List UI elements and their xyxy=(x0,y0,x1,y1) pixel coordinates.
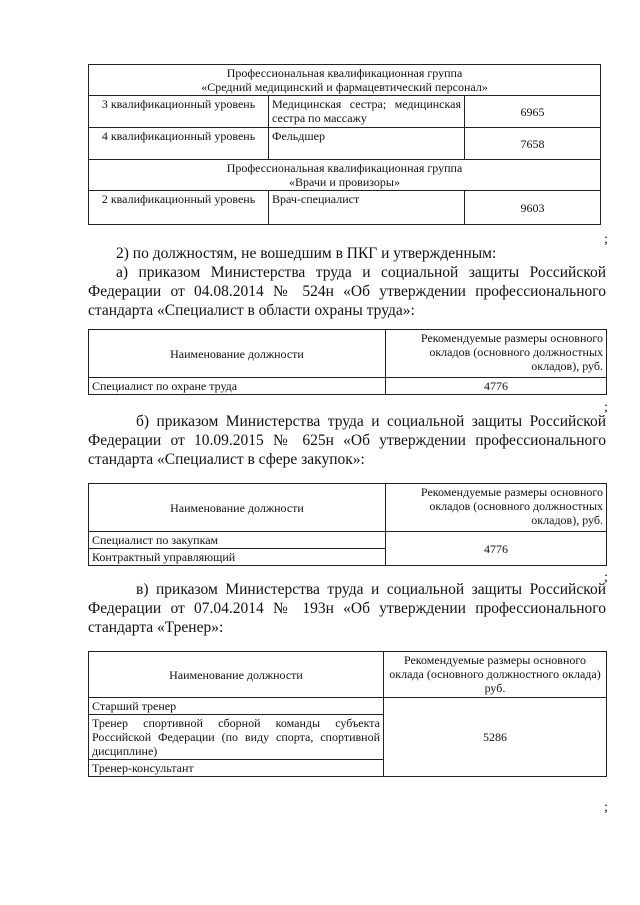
position-name: Фельдшер xyxy=(269,128,465,160)
semicolon: ; xyxy=(604,232,608,247)
pqg-group-title-line1: Профессиональная квалификационная группа xyxy=(226,161,463,175)
pqg-group-title-line2: «Врачи и провизоры» xyxy=(289,175,400,189)
position-name: Контрактный управляющий xyxy=(89,549,386,566)
pqg-group-title xyxy=(89,65,601,96)
header-salary: Рекомендуемые размеры основного оклада (основного должностного оклада) руб. xyxy=(384,652,607,698)
salary-value: 4776 xyxy=(386,532,607,566)
pqg-group-title-line2: «Средний медицинский и фармацевтический персонал» xyxy=(201,80,488,94)
header-position-name: Наименование должности xyxy=(89,652,384,698)
salary-value: 6965 xyxy=(465,96,601,128)
salary-value: 5286 xyxy=(384,698,607,777)
paragraph-2: 2) по должностям, не вошедшим в ПКГ и утвержденным: xyxy=(116,245,497,262)
position-name: Специалист по охране труда xyxy=(89,378,386,395)
position-salary-table xyxy=(88,329,607,395)
salary-value: 7658 xyxy=(465,128,601,160)
qualification-level: 2 квалификационный уровень xyxy=(89,191,269,225)
position-name: Тренер спортивной сборной команды субъекта Российской Федерации (по виду спорта, спортивной дисциплине) xyxy=(89,715,384,760)
pqg-group-title-line1: Профессиональная квалификационная группа xyxy=(226,66,463,80)
position-salary-table xyxy=(88,483,607,566)
qualification-level: 4 квалификационный уровень xyxy=(89,128,269,160)
qualification-level: 3 квалификационный уровень xyxy=(89,96,269,128)
pqg-group-title xyxy=(89,160,601,191)
paragraph-b: б) приказом Министерства труда и социальной защиты Российской Федерации от 10.09.2015 № 625н «Об утверждении профессионального стандарта «Специалист в сфере закупок»: xyxy=(88,413,606,468)
semicolon: ; xyxy=(604,800,608,815)
header-salary: Рекомендуемые размеры основного окладов (основного должностных окладов), руб. xyxy=(386,330,607,378)
paragraph-a: а) приказом Министерства труда и социальной защиты Российской Федерации от 04.08.2014 № 524н «Об утверждении профессионального стандарта «Специалист в области охраны труда»: xyxy=(88,264,606,319)
semicolon: ; xyxy=(604,400,608,415)
header-position-name: Наименование должности xyxy=(89,330,386,378)
header-salary: Рекомендуемые размеры основного окладов (основного должностных окладов), руб. xyxy=(386,484,607,532)
position-name: Тренер-консультант xyxy=(89,760,384,777)
paragraph-c: в) приказом Министерства труда и социальной защиты Российской Федерации от 07.04.2014 № 193н «Об утверждении профессионального стандарта «Тренер»: xyxy=(88,581,606,636)
header-position-name: Наименование должности xyxy=(89,484,386,532)
salary-value: 4776 xyxy=(386,378,607,395)
salary-value: 9603 xyxy=(465,191,601,225)
semicolon: ; xyxy=(604,570,608,585)
position-name: Специалист по закупкам xyxy=(89,532,386,549)
position-name: Медицинская сестра; медицинская сестра по массажу xyxy=(269,96,465,128)
position-name: Врач-специалист xyxy=(269,191,465,225)
pqg-table xyxy=(88,64,601,225)
position-name: Старший тренер xyxy=(89,698,384,715)
position-salary-table xyxy=(88,651,607,777)
